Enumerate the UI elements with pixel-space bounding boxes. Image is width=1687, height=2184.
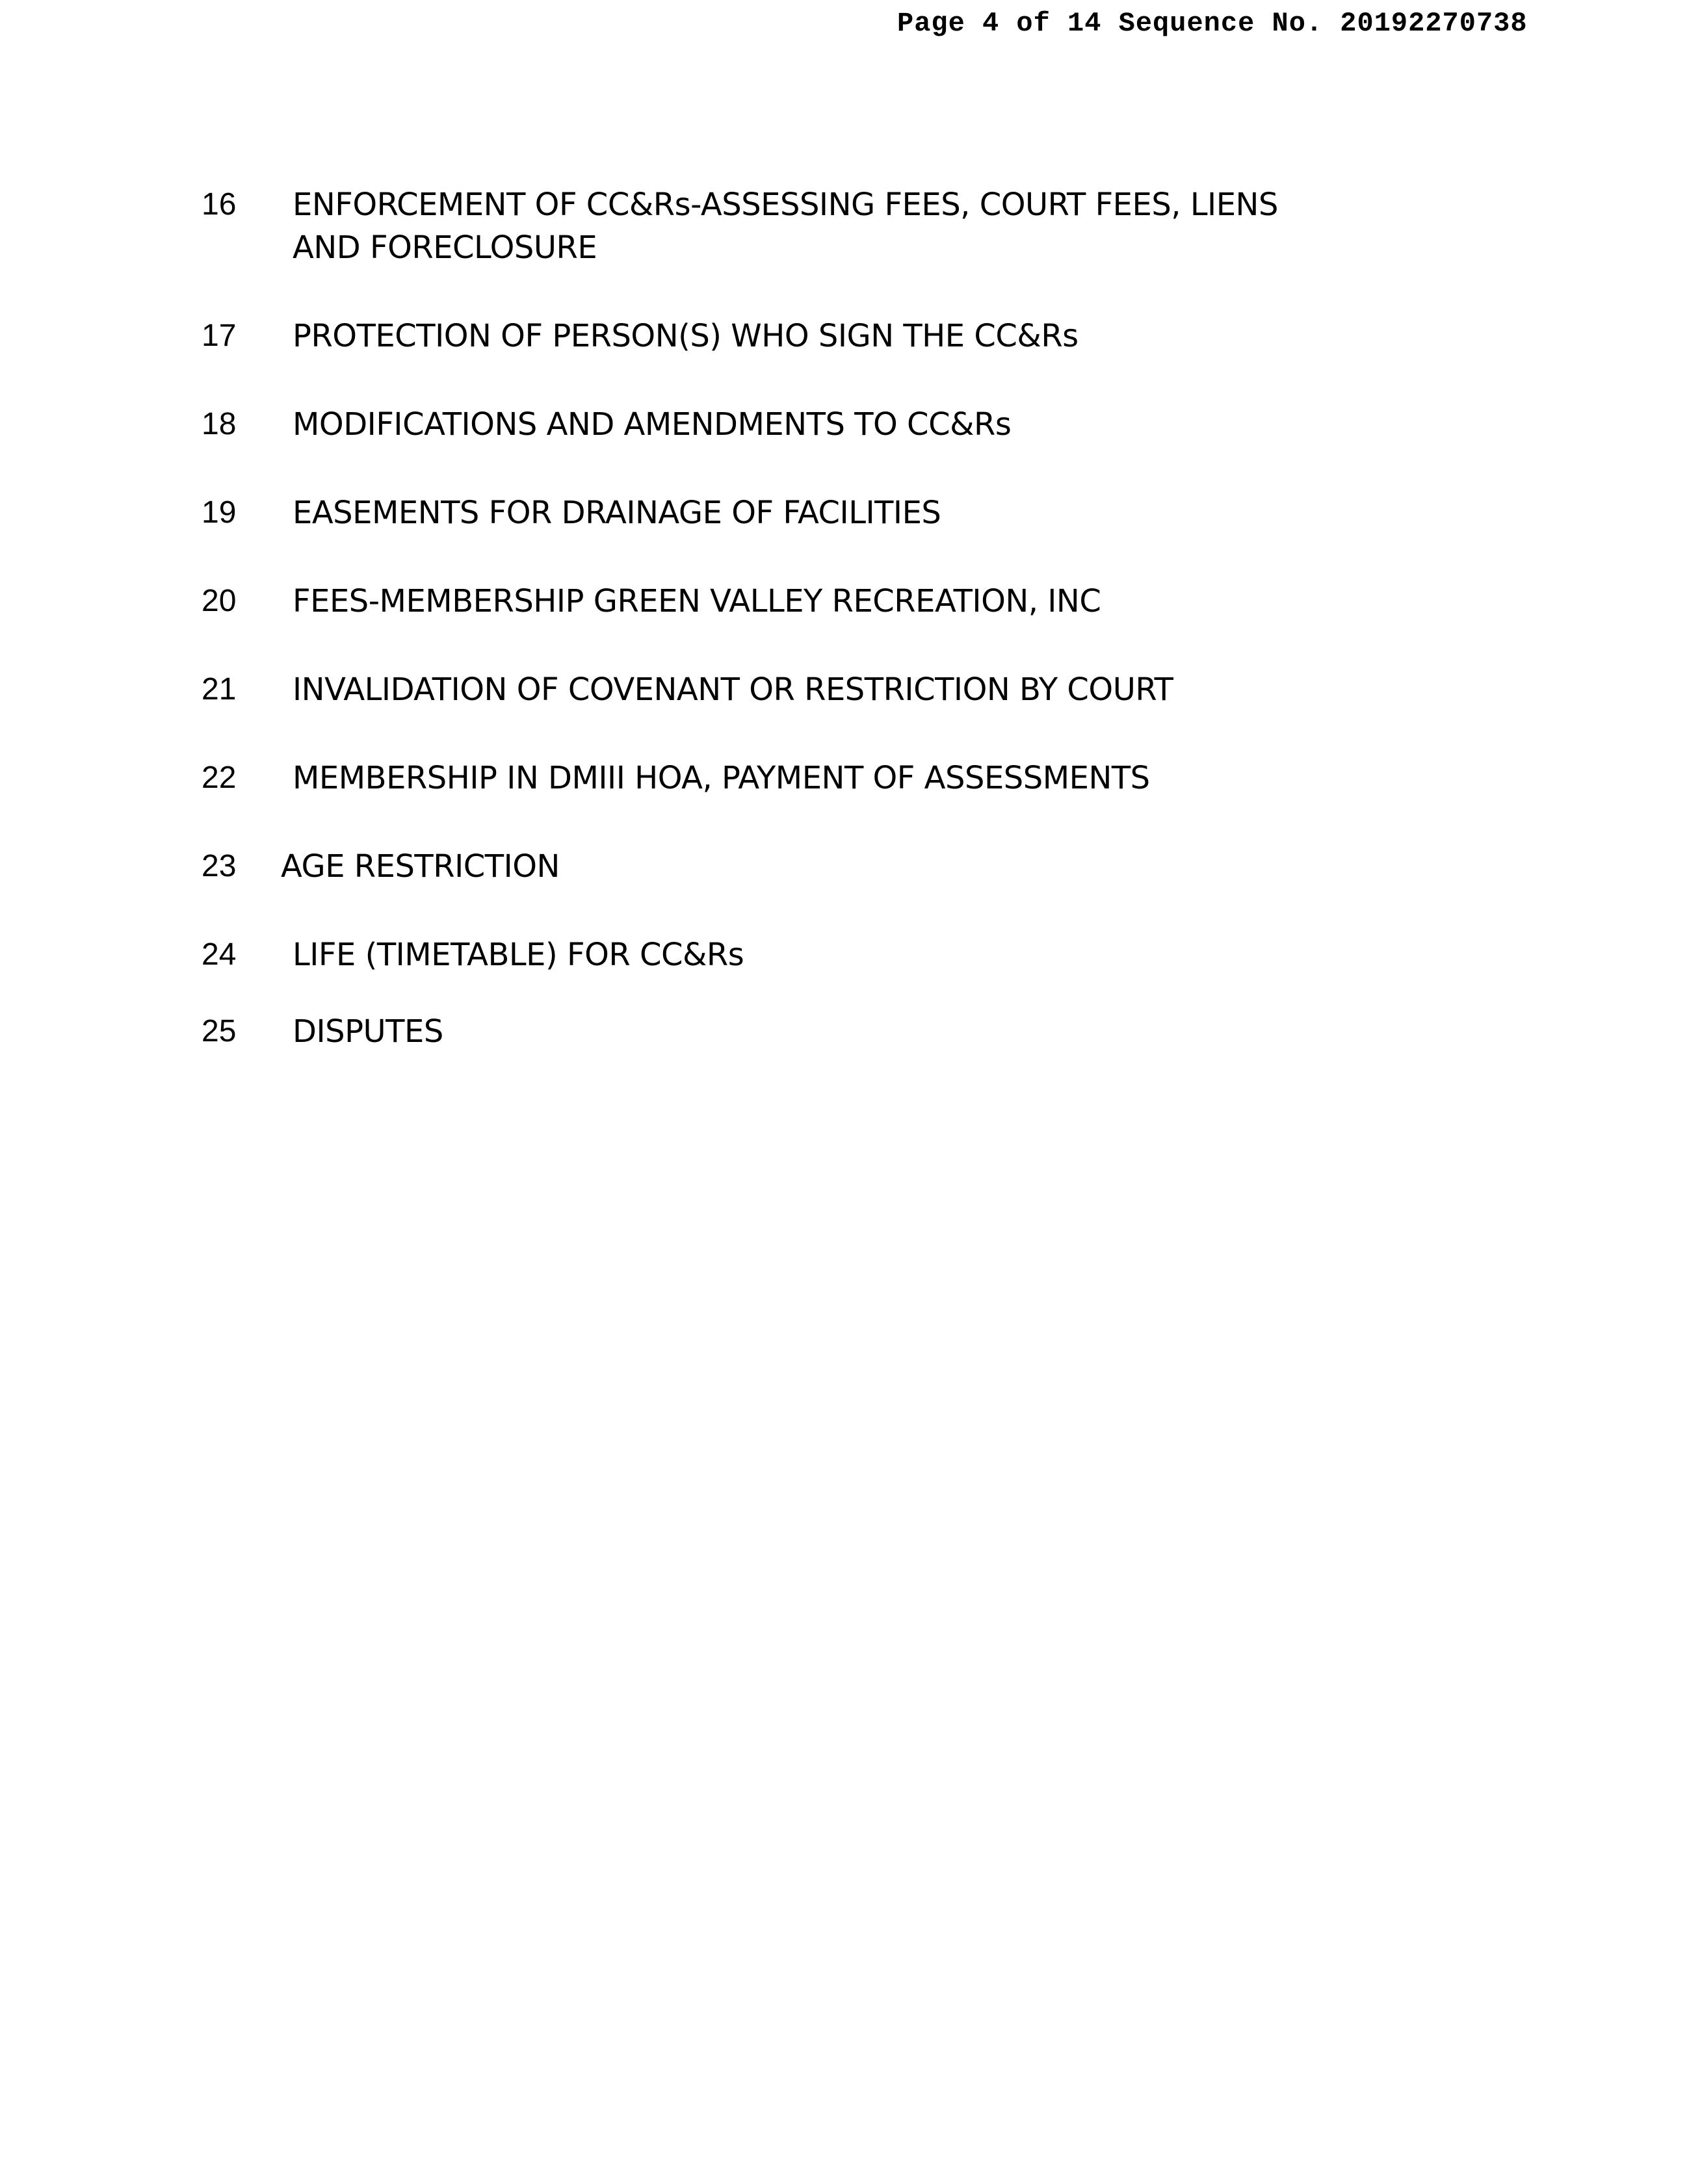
toc-entry-number: 21: [202, 672, 237, 707]
toc-entry-25: [202, 1010, 1437, 1053]
toc-entry-number: 25: [202, 1014, 237, 1048]
toc-entry-title: LIFE (TIMETABLE) FOR CC&Rs: [293, 937, 744, 973]
toc-entry-number: 23: [202, 849, 237, 883]
toc-entry-17: [202, 315, 1437, 358]
toc-entry-number: 19: [202, 495, 237, 530]
toc-entry-number: 16: [202, 187, 237, 222]
toc-entry-21: [202, 668, 1437, 711]
toc-entry-20: [202, 580, 1437, 623]
toc-entry-22: [202, 757, 1437, 800]
toc-entry-title: INVALIDATION OF COVENANT OR RESTRICTION BY COURT: [293, 671, 1173, 708]
toc-entry-18: [202, 403, 1437, 446]
toc-entry-title: PROTECTION OF PERSON(S) WHO SIGN THE CC&Rs: [293, 318, 1079, 354]
toc-entry-title: MODIFICATIONS AND AMENDMENTS TO CC&Rs: [293, 406, 1012, 443]
toc-entry-title: AGE RESTRICTION: [281, 848, 560, 885]
toc-entry-number: 18: [202, 407, 237, 441]
table-of-contents: [202, 183, 1437, 1098]
toc-entry-number: 20: [202, 584, 237, 618]
toc-entry-title: ENFORCEMENT OF CC&Rs-ASSESSING FEES, COURT FEES, LIENS: [293, 187, 1278, 223]
toc-entry-number: 24: [202, 937, 237, 972]
toc-entry-23: [202, 845, 1437, 888]
toc-entry-title: MEMBERSHIP IN DMIII HOA, PAYMENT OF ASSESSMENTS: [293, 760, 1150, 796]
toc-entry-title-continued: AND FORECLOSURE: [293, 229, 597, 266]
toc-entry-24: [202, 933, 1437, 976]
toc-entry-19: [202, 491, 1437, 534]
page-sequence-header: Page 4 of 14 Sequence No. 20192270738: [897, 8, 1528, 39]
toc-entry-title: DISPUTES: [293, 1013, 443, 1050]
toc-entry-number: 17: [202, 318, 237, 353]
toc-entry-number: 22: [202, 760, 237, 795]
toc-entry-16: [202, 183, 1437, 269]
toc-entry-title: EASEMENTS FOR DRAINAGE OF FACILITIES: [293, 495, 941, 531]
toc-entry-title: FEES-MEMBERSHIP GREEN VALLEY RECREATION, INC: [293, 583, 1101, 619]
